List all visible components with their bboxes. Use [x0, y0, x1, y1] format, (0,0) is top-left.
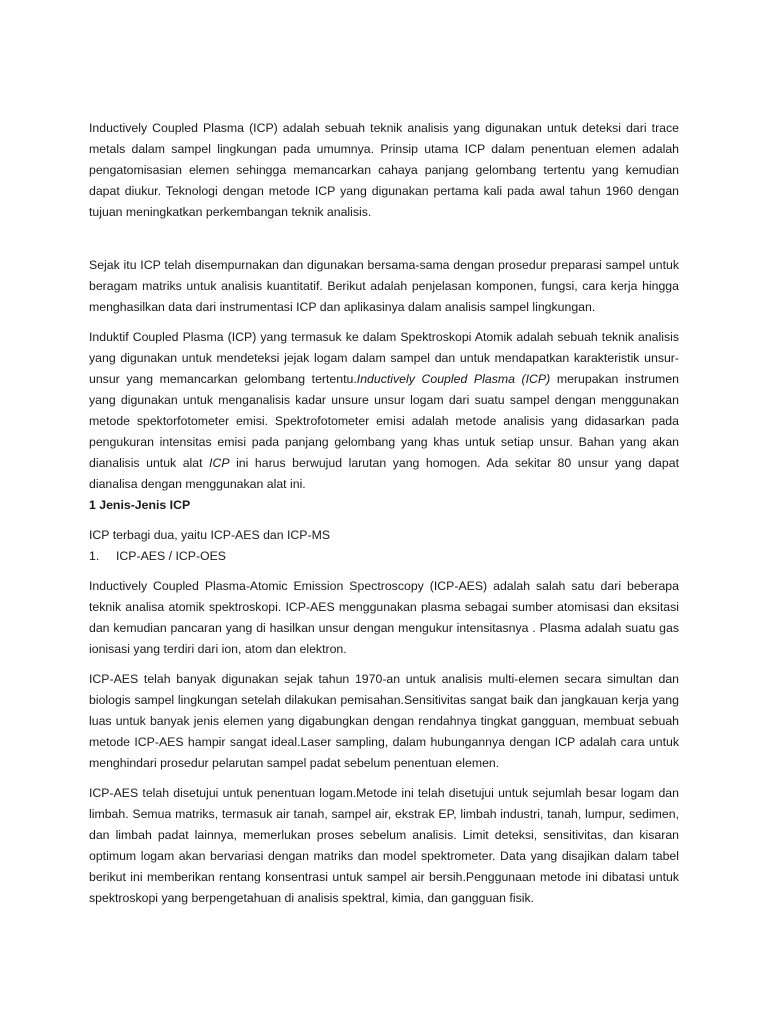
intro-paragraph-3-text-c: ini harus berwujud larutan yang homogen. Ada sekitar 80 unsur yang dapat dianalisa dengan menggunakan alat ini. [89, 456, 679, 491]
icp-aes-paragraph-1: Inductively Coupled Plasma-Atomic Emission Spectroscopy (ICP-AES) adalah salah satu dari beberapa teknik analisa atomik spektroskopi. ICP-AES menggunakan plasma sebagai sumber atomisasi dan eksitasi dan kemudian pancaran yang di hasilkan unsur dengan mengukur intensitasnya . Plasma adalah suatu gas ionisasi yang terdiri dari ion, atom dan elektron. [89, 579, 679, 656]
list-item-label: ICP-AES / ICP-OES [116, 549, 227, 563]
list-item-number: 1. [89, 549, 100, 563]
intro-paragraph-3 [89, 327, 679, 495]
section-heading: 1 Jenis-Jenis ICP [89, 498, 191, 512]
intro-paragraph-2: Sejak itu ICP telah disempurnakan dan digunakan bersama-sama dengan prosedur preparasi sampel untuk beragam matriks untuk analisis kuantitatif. Berikut adalah penjelasan komponen, fungsi, cara kerja hingga menghasilkan data dari instrumentasi ICP dan aplikasinya dalam analisis sampel lingkungan. [89, 258, 679, 314]
intro-paragraph-3-text-b: merupakan instrumen yang digunakan untuk menganalisis kadar unsure unsur logam dari suatu sampel dengan menggunakan metode spektorfotometer emisi. Spektrofotometer emisi adalah metode analisis yang didasarkan pada pengukuran intensitas emisi pada panjang gelombang yang khas untuk setiap unsur. Bahan yang akan dianalisis untuk alat [89, 372, 679, 470]
intro-paragraph-1: Inductively Coupled Plasma (ICP) adalah sebuah teknik analisis yang digunakan untuk deteksi dari trace metals dalam sampel lingkungan pada umumnya. Prinsip utama ICP dalam penentuan elemen adalah pengatomisasian elemen sehingga memancarkan cahaya panjang gelombang tertentu yang kemudian dapat diukur. Teknologi dengan metode ICP yang digunakan pertama kali pada awal tahun 1960 dengan tujuan meningkatkan perkembangan teknik analisis. [89, 121, 679, 219]
section-summary: ICP terbagi dua, yaitu ICP-AES dan ICP-MS [89, 528, 331, 542]
icp-aes-paragraph-2: ICP-AES telah banyak digunakan sejak tahun 1970-an untuk analisis multi-elemen secara simultan dan biologis sampel lingkungan setelah dilakukan pemisahan.Sensitivitas sangat baik dan jangkauan kerja yang luas untuk banyak jenis elemen yang digabungkan dengan rendahnya tingkat gangguan, membuat sebuah metode ICP-AES hampir sangat ideal.Laser sampling, dalam hubungannya dengan ICP adalah cara untuk menghindari prosedur pelarutan sampel padat sebelum penentuan elemen. [89, 672, 679, 770]
list-item [89, 546, 679, 567]
document-page [89, 118, 679, 909]
intro-paragraph-3-text-a: Induktif Coupled Plasma (ICP) yang termasuk ke dalam Spektroskopi Atomik adalah sebuah teknik analisis yang digunakan untuk mendeteksi jejak logam dalam sampel dan untuk mendapatkan karakteristik unsur-unsur yang memancarkan gelombang tertentu. [89, 330, 679, 386]
intro-paragraph-3-italic-b: ICP [209, 456, 230, 470]
intro-paragraph-3-italic-a: Inductively Coupled Plasma (ICP) [356, 372, 551, 386]
icp-aes-paragraph-3: ICP-AES telah disetujui untuk penentuan logam.Metode ini telah disetujui untuk sejumlah besar logam dan limbah. Semua matriks, termasuk air tanah, sampel air, ekstrak EP, limbah industri, tanah, lumpur, sedimen, dan limbah padat lainnya, memerlukan proses sebelum analisis. Limit deteksi, sensitivitas, dan kisaran optimum logam akan bervariasi dengan matriks dan model spektrometer. Data yang disajikan dalam tabel berikut ini memberikan rentang konsentrasi untuk sampel air bersih.Penggunaan metode ini dibatasi untuk spektroskopi yang berpengetahuan di analisis spektral, kimia, dan gangguan fisik. [89, 786, 679, 905]
